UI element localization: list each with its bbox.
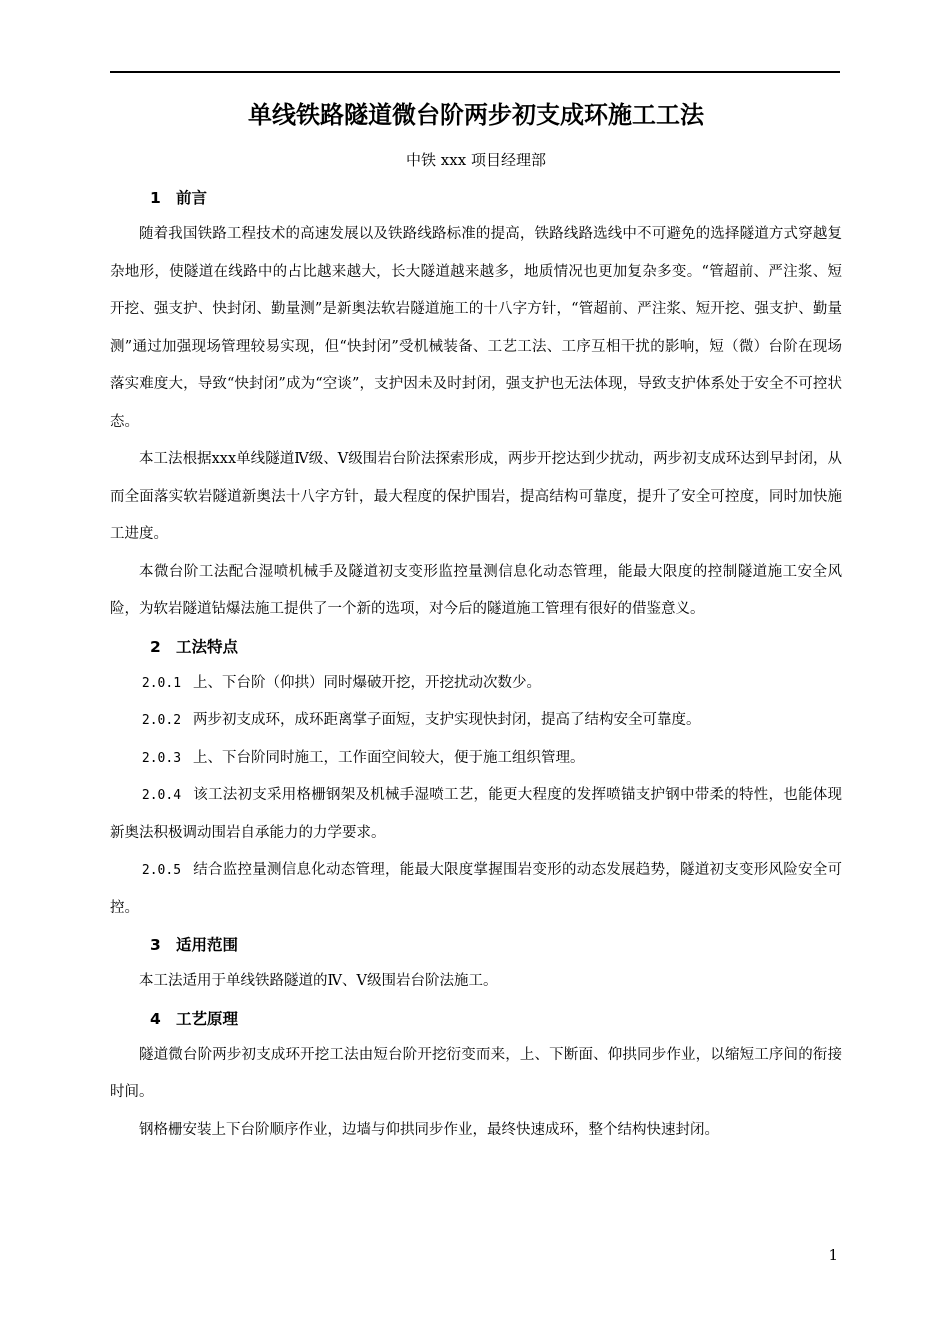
item-text: 该工法初支采用格栅钢架及机械手湿喷工艺，能更大程度的发挥喷锚支护钢中带柔的特性，也能体现新奥法积极调动围岩自承能力的力学要求。 xyxy=(110,787,842,841)
document-body xyxy=(110,90,842,1149)
item-code: 2.0.4 xyxy=(141,788,182,803)
item-text: 两步初支成环，成环距离掌子面短，支护实现快封闭，提高了结构安全可靠度。 xyxy=(193,712,701,728)
section-title: 前言 xyxy=(176,189,208,207)
section-title: 工艺原理 xyxy=(176,1009,239,1028)
feature-item xyxy=(110,777,842,852)
paragraph: 钢格栅安装上下台阶顺序作业，边墙与仰拱同步作业，最终快速成环，整个结构快速封闭。 xyxy=(139,1121,719,1138)
organization-line: 中铁 xxx 项目经理部 xyxy=(406,151,546,169)
item-text: 结合监控量测信息化动态管理，能最大限度掌握围岩变形的动态发展趋势，隧道初支变形风险安全可控。 xyxy=(110,862,842,916)
paragraph: 本微台阶工法配合湿喷机械手及隧道初支变形监控量测信息化动态管理，能最大限度的控制隧道施工安全风险，为软岩隧道钻爆法施工提供了一个新的选项，对今后的隧道施工管理有很好的借鉴意义。 xyxy=(110,563,842,617)
section-heading-3 xyxy=(110,927,842,963)
feature-item xyxy=(110,665,842,703)
feature-item xyxy=(110,852,842,927)
feature-item xyxy=(110,740,842,778)
item-code: 2.0.5 xyxy=(141,863,182,878)
section-heading-1 xyxy=(110,180,842,216)
section-title: 工法特点 xyxy=(176,637,239,656)
item-code: 2.0.2 xyxy=(141,713,182,728)
document-title: 单线铁路隧道微台阶两步初支成环施工工法 xyxy=(248,101,704,129)
paragraph: 本工法根据xxx单线隧道Ⅳ级、Ⅴ级围岩台阶法探索形成，两步开挖达到少扰动，两步初支成环达到早封闭，从而全面落实软岩隧道新奥法十八字方针，最大程度的保护围岩，提高结构可靠度，提升了安全可控度，同时加快施工进度。 xyxy=(110,451,842,542)
header-rule xyxy=(110,71,840,73)
section-title: 适用范围 xyxy=(176,936,239,954)
section-heading-2 xyxy=(110,629,842,665)
paragraph: 随着我国铁路工程技术的高速发展以及铁路线路标准的提高，铁路线路选线中不可避免的选择隧道方式穿越复杂地形，使隧道在线路中的占比越来越大，长大隧道越来越多，地质情况也更加复杂多变。“管超前、严注浆、短开挖、强支护、快封闭、勤量测”是新奥法软岩隧道施工的十八字方针，“管超前、严注浆、短开挖、强支护、勤量测”通过加强现场管理较易实现，但“快封闭”受机械装备、工艺工法、工序互相干扰的影响，短（微）台阶在现场落实难度大，导致“快封闭”成为“空谈”，支护因未及时封闭，强支护也无法体现，导致支护体系处于安全不可控状态。 xyxy=(110,226,842,430)
section-number: 2 xyxy=(150,637,161,656)
feature-item xyxy=(110,702,842,740)
item-code: 2.0.3 xyxy=(141,750,182,766)
section-number: 4 xyxy=(150,1009,161,1028)
section-number: 3 xyxy=(150,936,161,954)
paragraph: 本工法适用于单线铁路隧道的Ⅳ、Ⅴ级围岩台阶法施工。 xyxy=(139,973,498,989)
item-code: 2.0.1 xyxy=(141,675,182,691)
page-number: 1 xyxy=(828,1246,838,1264)
section-number: 1 xyxy=(150,189,161,207)
item-text: 上、下台阶（仰拱）同时爆破开挖，开挖扰动次数少。 xyxy=(193,674,542,691)
section-heading-4 xyxy=(110,1001,842,1037)
paragraph: 隧道微台阶两步初支成环开挖工法由短台阶开挖衍变而来，上、下断面、仰拱同步作业，以缩短工序间的衔接时间。 xyxy=(110,1046,842,1100)
item-text: 上、下台阶同时施工，工作面空间较大，便于施工组织管理。 xyxy=(193,749,585,766)
